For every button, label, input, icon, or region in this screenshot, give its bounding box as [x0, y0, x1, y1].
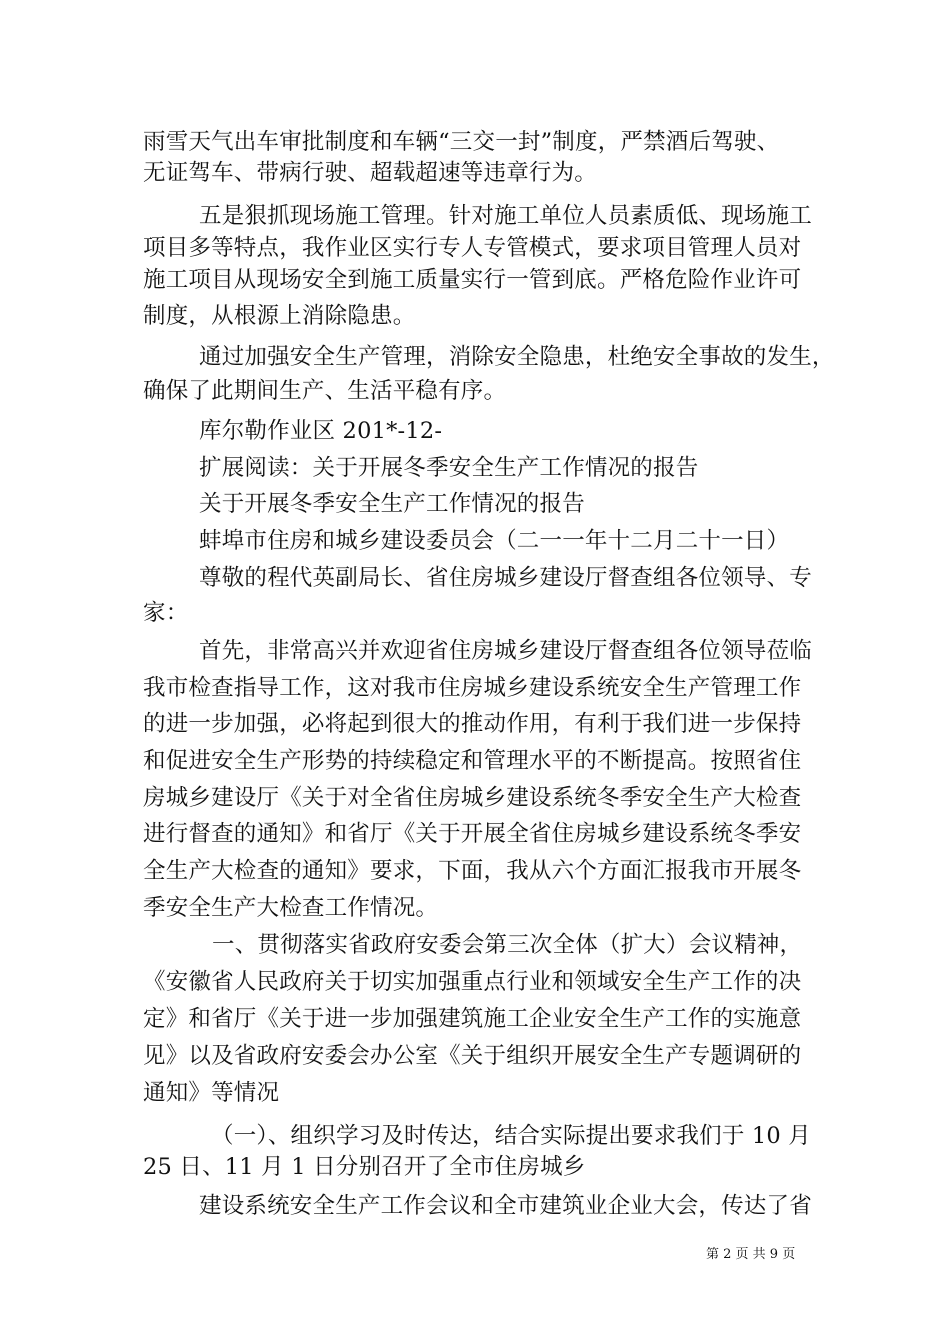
body-text-line: 进行督查的通知》和省厅《关于开展全省住房城乡建设系统冬季安 [143, 821, 802, 847]
body-text-line: 定》和省厅《关于进一步加强建筑施工企业安全生产工作的实施意 [143, 1006, 802, 1032]
extended-reading-line: 扩展阅读：关于开展冬季安全生产工作情况的报告 [199, 455, 699, 481]
body-text-line: 全生产大检查的通知》要求，下面，我从六个方面汇报我市开展冬 [143, 858, 802, 884]
body-text-line: 无证驾车、带病行驶、超载超速等违章行为。 [143, 160, 598, 186]
body-text-line: 见》以及省政府安委会办公室《关于组织开展安全生产专题调研的 [143, 1043, 802, 1069]
body-text-line: 《安徽省人民政府关于切实加强重点行业和领域安全生产工作的决 [143, 969, 802, 995]
body-text-line: 雨雪天气出车审批制度和车辆“三交一封”制度，严禁酒后驾驶、 [143, 129, 780, 155]
body-text-line: 建设系统安全生产工作会议和全市建筑业企业大会，传达了省 [199, 1193, 812, 1219]
paragraph-first-line: 五是狠抓现场施工管理。针对施工单位人员素质低、现场施工 [199, 203, 812, 229]
body-text-line: 25 日、11 月 1 日分别召开了全市住房城乡 [143, 1154, 586, 1180]
subsection-heading-line: （一）、组织学习及时传达，结合实际提出要求我们于 10 月 [211, 1123, 811, 1149]
report-title: 关于开展冬季安全生产工作情况的报告 [199, 491, 585, 517]
body-text-line: 通知》等情况 [143, 1080, 280, 1106]
body-text-line: 施工项目从现场安全到施工质量实行一管到底。严格危险作业许可 [143, 267, 802, 293]
signature-line: 库尔勒作业区 201*-12- [199, 418, 443, 444]
section-heading-line: 一、贯彻落实省政府安委会第三次全体（扩大）会议精神， [212, 932, 803, 958]
page-number-footer: 第 2 页 共 9 页 [706, 1247, 796, 1262]
body-text-line: 的进一步加强，必将起到很大的推动作用，有利于我们进一步保持 [143, 711, 802, 737]
body-text-line: 季安全生产大检查工作情况。 [143, 895, 439, 921]
body-text-line: 制度，从根源上消除隐患。 [143, 303, 416, 329]
paragraph-first-line: 通过加强安全生产管理，消除安全隐患，杜绝安全事故的发生， [199, 344, 835, 370]
report-issuer: 蚌埠市住房和城乡建设委员会（二一一年十二月二十一日） [199, 528, 790, 554]
body-text-line: 项目多等特点，我作业区实行专人专管模式，要求项目管理人员对 [143, 235, 802, 261]
body-text-line: 确保了此期间生产、生活平稳有序。 [143, 378, 507, 404]
body-text-line: 房城乡建设厅《关于对全省住房城乡建设系统冬季安全生产大检查 [143, 785, 802, 811]
body-text-line: 我市检查指导工作，这对我市住房城乡建设系统安全生产管理工作 [143, 675, 802, 701]
paragraph-first-line: 首先，非常高兴并欢迎省住房城乡建设厅督查组各位领导莅临 [199, 638, 812, 664]
body-text-line: 家： [143, 600, 189, 626]
body-text-line: 和促进安全生产形势的持续稳定和管理水平的不断提高。按照省住 [143, 748, 802, 774]
salutation-line: 尊敬的程代英副局长、省住房城乡建设厅督查组各位领导、专 [199, 565, 812, 591]
